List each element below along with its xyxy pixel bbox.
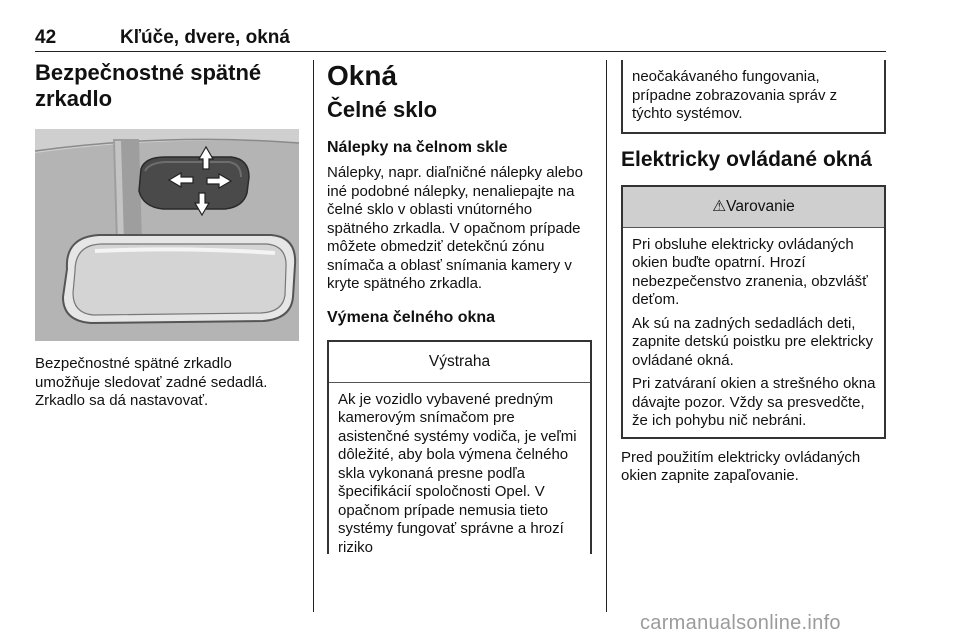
warning-paragraph: Ak sú na zadných sedadlách deti, zapnite detskú poistku pre elektricky ovládané okná.: [632, 314, 873, 369]
running-title: Kľúče, dvere, okná: [120, 27, 290, 48]
warning-paragraph: Pri obsluhe elektricky ovládaných okien buďte opatrní. Hrozí nebezpečenstvo zranenia, obzvlášť deťom.: [632, 235, 868, 308]
watermark: carmanualsonline.info: [640, 612, 841, 634]
section-heading: Bezpečnostné spätné zrkadlo: [35, 60, 262, 111]
column-divider: [606, 60, 607, 612]
middle-column: [327, 60, 592, 554]
section-heading: Nálepky na čelnom skle: [327, 139, 508, 156]
figure-caption: Bezpečnostné spätné zrkadlo umožňuje sledovať zadné sedadlá. Zrkadlo sa dá nastavovať.: [35, 355, 268, 409]
body-paragraph: Pred použitím elektricky ovládaných okien zapnite zapaľovanie.: [621, 448, 861, 484]
body-paragraph: Nálepky, napr. diaľničné nálepky alebo iné podobné nálepky, nenaliepajte na čelné sklo v oblasti vnútorného spätného zrkadla. V opačnom prípade môžete obmedziť detekčnú zónu snímača a oblasť snímania kamery v kryte spätného zrkadla.: [327, 164, 583, 292]
warning-box-title: Výstraha: [329, 342, 590, 383]
warning-paragraph: Pri zatváraní okien a strešného okna dávajte pozor. Vždy sa presvedčte, že ich pohybu nič nebráni.: [632, 375, 876, 429]
warning-box-header: [623, 187, 884, 228]
page-number: 42: [35, 27, 57, 48]
rear-view-mirror-illustration: [35, 129, 299, 341]
warning-box-text: neočakávaného fungovania, prípadne zobrazovania správ z týchto systémov.: [632, 68, 838, 122]
warning-box: [621, 185, 886, 439]
subsection-title: Čelné sklo: [327, 97, 438, 122]
column-divider: [313, 60, 314, 612]
warning-box: [327, 340, 592, 554]
warning-box-continued: [621, 60, 886, 134]
warning-box-text: Ak je vozidlo vybavené predným kamerovým snímačom pre asistenčné systémy vodiča, je veľmi dôležité, aby bola výmena čelného skla vykonaná presne podľa špecifikácií spoločnosti Opel. V opačnom prípade nemusia tieto systémy fungovať správne a hrozí riziko: [338, 390, 577, 556]
section-heading: Výmena čelného okna: [327, 308, 496, 326]
right-column: [621, 60, 886, 486]
header-rule: [35, 51, 886, 52]
warning-triangle-icon: ⚠: [712, 197, 727, 215]
warning-box-title: Varovanie: [726, 197, 795, 215]
chapter-title: Okná: [327, 60, 398, 91]
section-heading: Elektricky ovládané okná: [621, 147, 872, 171]
page-header: [35, 27, 885, 51]
left-column: [35, 60, 299, 411]
